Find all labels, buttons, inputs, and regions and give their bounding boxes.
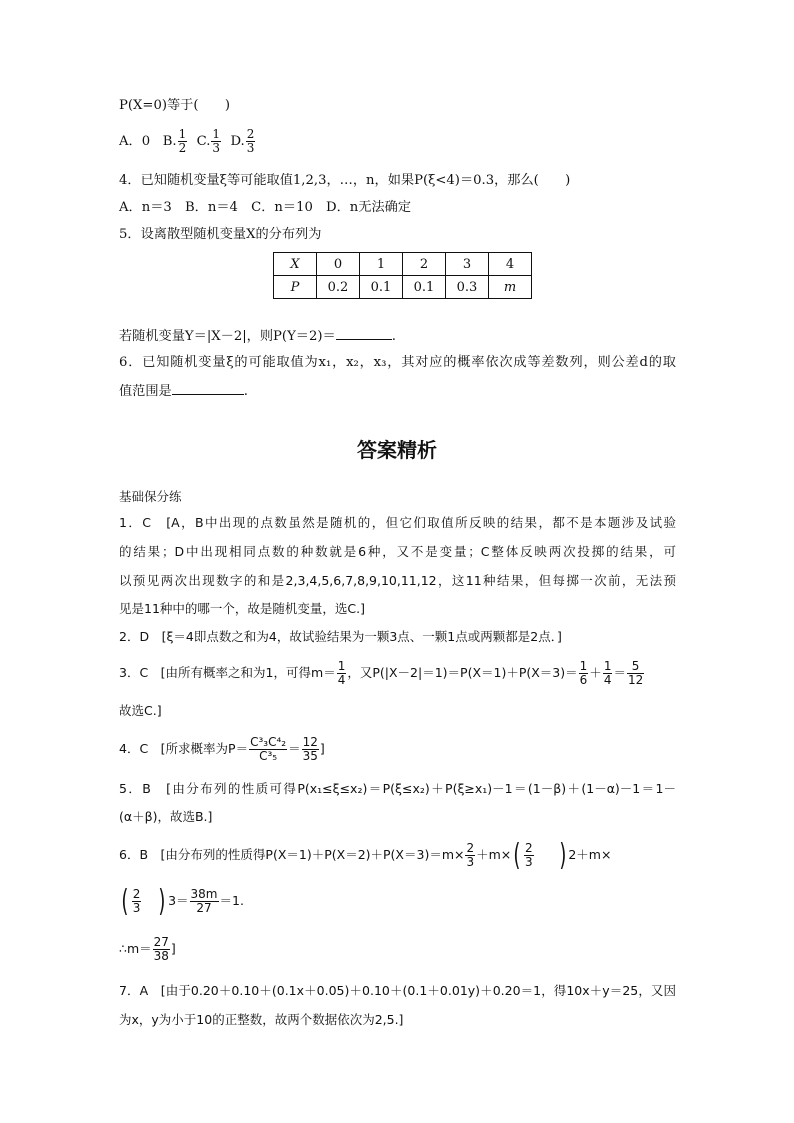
fraction: $\frac{38m}{27}$ (190, 887, 218, 915)
equals-sign: ＝ (613, 665, 626, 680)
answer-5-line-1: 5．B [由分布列的性质可得P(x₁≤ξ≤x₂)＝P(ξ≤x₂)＋P(ξ≥x₁)－1＝(1－β)＋(1－α)－1＝1－ (119, 781, 676, 796)
answer-3-text: ，又P(|X－2|＝1)＝P(X＝1)＋P(X＝3)＝ (347, 665, 578, 680)
fraction: $\frac{1}{4}$ (337, 659, 346, 687)
fraction: $\frac{5}{12}$ (627, 659, 644, 687)
q4-stem: 4．已知随机变量ξ等可能取值1,2,3，…，n，如果P(ξ<4)＝0.3，那么( ) (119, 173, 571, 188)
table-cell: 4 (489, 253, 532, 276)
answer-4-text: 4．C [所求概率为P＝ (119, 741, 249, 756)
table-cell: 0.2 (317, 276, 360, 299)
answer-2: 2．D [ξ＝4即点数之和为4，故试验结果为一颗3点、一颗1点或两颗都是2点．] (119, 629, 562, 644)
table-cell: 0.1 (403, 276, 446, 299)
q3-option-c-fraction: $\frac{1}{3}$ (212, 127, 221, 155)
answer-6-text: 6．B [由分布列的性质得P(X＝1)＋P(X＝2)＋P(X＝3)＝m× (119, 847, 465, 862)
table-cell: 3 (446, 253, 489, 276)
fraction: $\frac{2}{3}$ (132, 887, 141, 915)
fraction: $\frac{2}{3}$ (466, 841, 475, 869)
answer-3-line-2: 故选C.] (119, 703, 162, 718)
fraction: $\frac{2}{3}$ (525, 841, 533, 869)
right-paren: ) (158, 883, 166, 919)
table-cell: 0 (317, 253, 360, 276)
q6-line-2-text: 值范围是 (119, 384, 172, 399)
answer-6-line-1 (119, 838, 611, 872)
q3-option-a: A．0 (119, 134, 151, 149)
left-paren: ( (121, 883, 129, 919)
q6-line-1: 6．已知随机变量ξ的可能取值为x₁，x₂，x₃，其对应的概率依次成等差数列，则公差d的取 (119, 355, 676, 370)
answers-heading: 答案精析 (357, 438, 437, 462)
answer-6-text: ＝1. (219, 893, 244, 908)
q6-line-2: 值范围是 . (119, 384, 248, 399)
equals-sign: ＝ (288, 741, 301, 756)
answer-3-text: 3．C [由所有概率之和为1，可得m＝ (119, 665, 336, 680)
answer-blank (336, 327, 392, 340)
table-row-x (274, 253, 532, 276)
answer-3-line-1 (119, 658, 645, 688)
plus-sign: ＋ (589, 665, 602, 680)
q5-question: 若随机变量Y＝|X－2|，则P(Y＝2)＝ . (119, 329, 396, 344)
answer-6-line-3 (119, 934, 176, 964)
fraction: $\frac{1}{4}$ (603, 659, 612, 687)
answer-6-text: ∴m＝ (119, 941, 152, 956)
q5-question-text: 若随机变量Y＝|X－2|，则P(Y＝2)＝ (119, 329, 336, 344)
fraction: $\frac{27}{38}$ (153, 935, 169, 963)
answer-6-line-2 (119, 884, 244, 918)
answer-1-line-1: 1．C [A，B中出现的点数虽然是随机的，但它们取值所反映的结果，都不是本题涉及试验 (119, 515, 676, 530)
answer-1-line-2: 的结果；D中出现相同点数的种数就是6种，又不是变量；C整体反映两次投掷的结果，可 (119, 544, 676, 559)
answer-1-line-3: 以预见两次出现数字的和是2,3,4,5,6,7,8,9,10,11,12，这11种结果，但每掷一次前，无法预 (119, 573, 676, 588)
closing-bracket: ] (170, 941, 176, 956)
answer-5-line-2: (α＋β)，故选B.] (119, 809, 213, 824)
answer-1-line-4: 见是11种中的哪一个，故是随机变量，选C.] (119, 601, 365, 616)
left-paren: ( (513, 837, 521, 873)
q3-option-c-label: C. (196, 134, 211, 149)
q3-option-b-label: B. (162, 134, 177, 149)
section-label: 基础保分练 (119, 489, 182, 504)
table-row-p (274, 276, 532, 299)
distribution-table (273, 252, 532, 299)
table-cell: 1 (360, 253, 403, 276)
closing-bracket: ] (319, 741, 325, 756)
q5-stem: 5．设离散型随机变量X的分布列为 (119, 227, 322, 242)
right-paren: ) (558, 837, 567, 873)
table-cell: 2 (403, 253, 446, 276)
q3-options (119, 128, 256, 155)
table-cell: P (274, 276, 317, 299)
q3-option-d-label: D. (230, 134, 245, 149)
answer-blank (172, 382, 244, 395)
fraction: $\frac{\text{C³₃C⁴₂}}{\text{C³₅}}$ (250, 735, 287, 763)
table-cell: m (489, 276, 532, 299)
answer-7-line-2: 为x，y为小于10的正整数，故两个数据依次为2,5.] (119, 1012, 404, 1027)
answer-6-text: 2＋m× (568, 847, 612, 862)
table-cell: X (274, 253, 317, 276)
answer-6-text: 3＝ (168, 893, 189, 908)
table-cell: 0.1 (360, 276, 403, 299)
q3-option-d-fraction: $\frac{2}{3}$ (246, 127, 255, 155)
table-cell: 0.3 (446, 276, 489, 299)
q3-option-b-fraction: $\frac{1}{2}$ (178, 127, 187, 155)
q3-stem: P(X=0)等于( ) (119, 98, 231, 113)
answer-7-line-1: 7．A [由于0.20＋0.10＋(0.1x＋0.05)＋0.10＋(0.1＋0.01y)＋0.20＝1，得10x＋y＝25，又因 (119, 983, 676, 998)
fraction: $\frac{12}{35}$ (302, 735, 318, 763)
answer-6-text: ＋m× (476, 847, 512, 862)
q4-options: A．n＝3 B．n＝4 C．n＝10 D．n无法确定 (119, 200, 412, 215)
fraction: $\frac{1}{6}$ (579, 659, 588, 687)
answer-4 (119, 734, 325, 764)
